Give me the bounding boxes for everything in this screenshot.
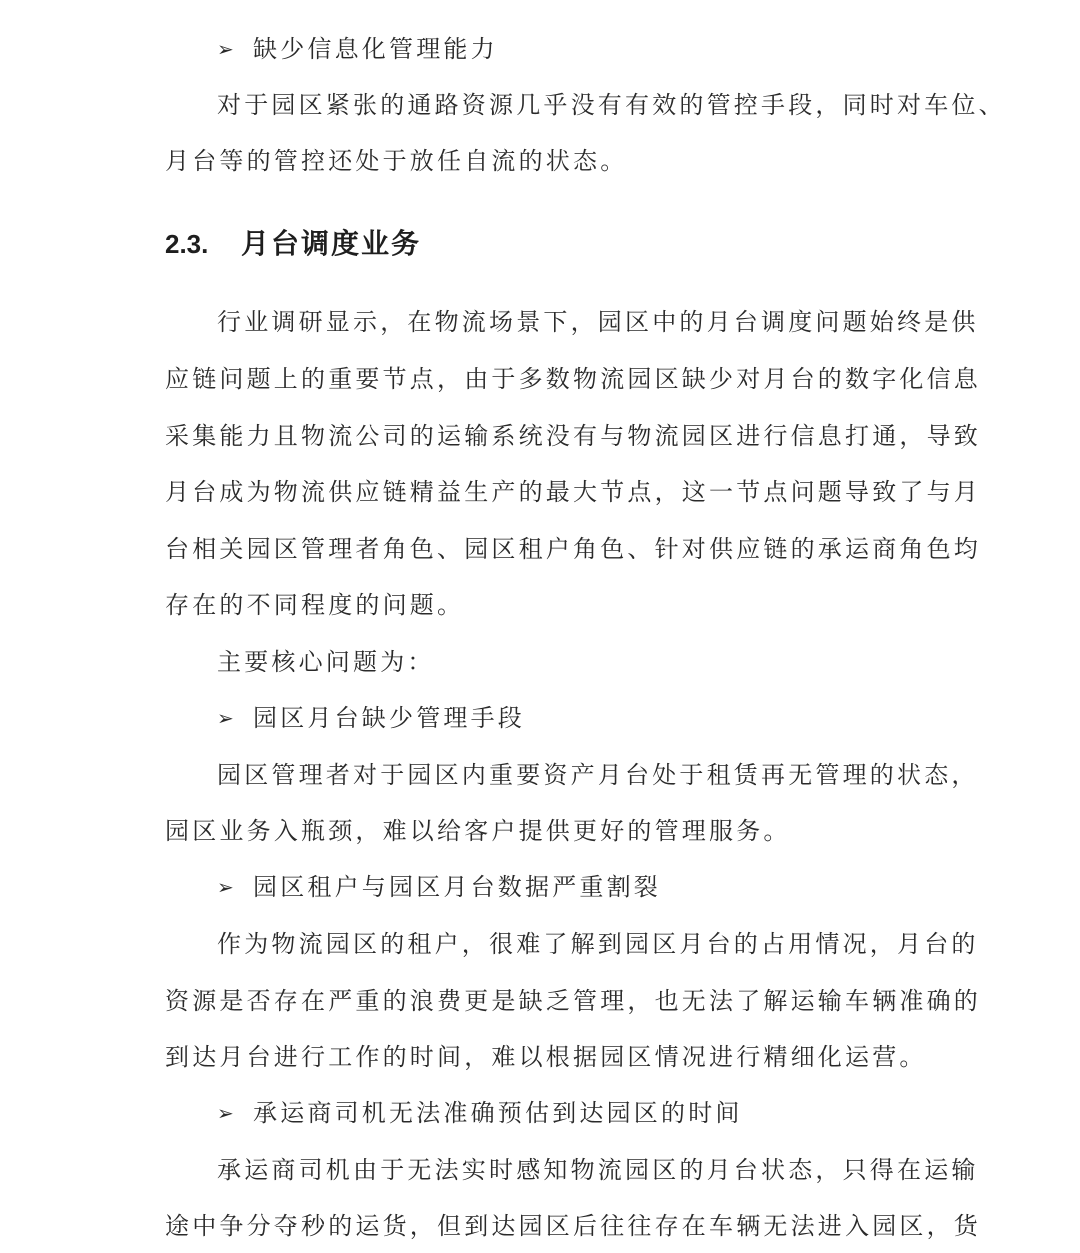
paragraph-line: 应链问题上的重要节点，由于多数物流园区缺少对月台的数字化信息 xyxy=(165,365,981,393)
paragraph-line: 行业调研显示，在物流场景下，园区中的月台调度问题始终是供 xyxy=(217,308,979,336)
bullet-item-issue-2 xyxy=(217,871,661,903)
paragraph-line: 月台等的管控还处于放任自流的状态。 xyxy=(165,147,628,175)
section-number: 2.3. xyxy=(165,229,209,259)
arrow-bullet-icon: ➢ xyxy=(217,706,237,730)
bullet-title: 园区月台缺少管理手段 xyxy=(253,704,525,732)
paragraph-line: 对于园区紧张的通路资源几乎没有有效的管控手段，同时对车位、 xyxy=(217,91,1006,119)
bullet-title: 园区租户与园区月台数据严重割裂 xyxy=(253,873,661,901)
paragraph-line: 采集能力且物流公司的运输系统没有与物流园区进行信息打通，导致 xyxy=(165,422,981,450)
bullet-item-issue-1 xyxy=(217,702,525,734)
paragraph-line: 存在的不同程度的问题。 xyxy=(165,591,465,619)
paragraph-line: 台相关园区管理者角色、园区租户角色、针对供应链的承运商角色均 xyxy=(165,535,981,563)
core-problems-label: 主要核心问题为： xyxy=(217,648,435,676)
arrow-bullet-icon: ➢ xyxy=(217,875,237,899)
paragraph-line: 园区业务入瓶颈，难以给客户提供更好的管理服务。 xyxy=(165,817,791,845)
bullet-item-info-management xyxy=(217,33,498,65)
paragraph-line: 途中争分夺秒的运货，但到达园区后往往存在车辆无法进入园区，货 xyxy=(165,1212,981,1240)
paragraph-line: 资源是否存在严重的浪费更是缺乏管理，也无法了解运输车辆准确的 xyxy=(165,987,981,1015)
section-title: 月台调度业务 xyxy=(241,227,422,260)
paragraph-line: 到达月台进行工作的时间，难以根据园区情况进行精细化运营。 xyxy=(165,1043,927,1071)
bullet-title: 缺少信息化管理能力 xyxy=(253,35,498,63)
arrow-bullet-icon: ➢ xyxy=(217,37,237,61)
bullet-title: 承运商司机无法准确预估到达园区的时间 xyxy=(253,1099,743,1127)
paragraph-line: 园区管理者对于园区内重要资产月台处于租赁再无管理的状态， xyxy=(217,761,979,789)
paragraph-line: 作为物流园区的租户，很难了解到园区月台的占用情况，月台的 xyxy=(217,930,979,958)
paragraph-line: 月台成为物流供应链精益生产的最大节点，这一节点问题导致了与月 xyxy=(165,478,981,506)
arrow-bullet-icon: ➢ xyxy=(217,1101,237,1125)
bullet-item-issue-3 xyxy=(217,1097,743,1129)
paragraph-line: 承运商司机由于无法实时感知物流园区的月台状态，只得在运输 xyxy=(217,1156,979,1184)
section-heading xyxy=(165,222,421,262)
